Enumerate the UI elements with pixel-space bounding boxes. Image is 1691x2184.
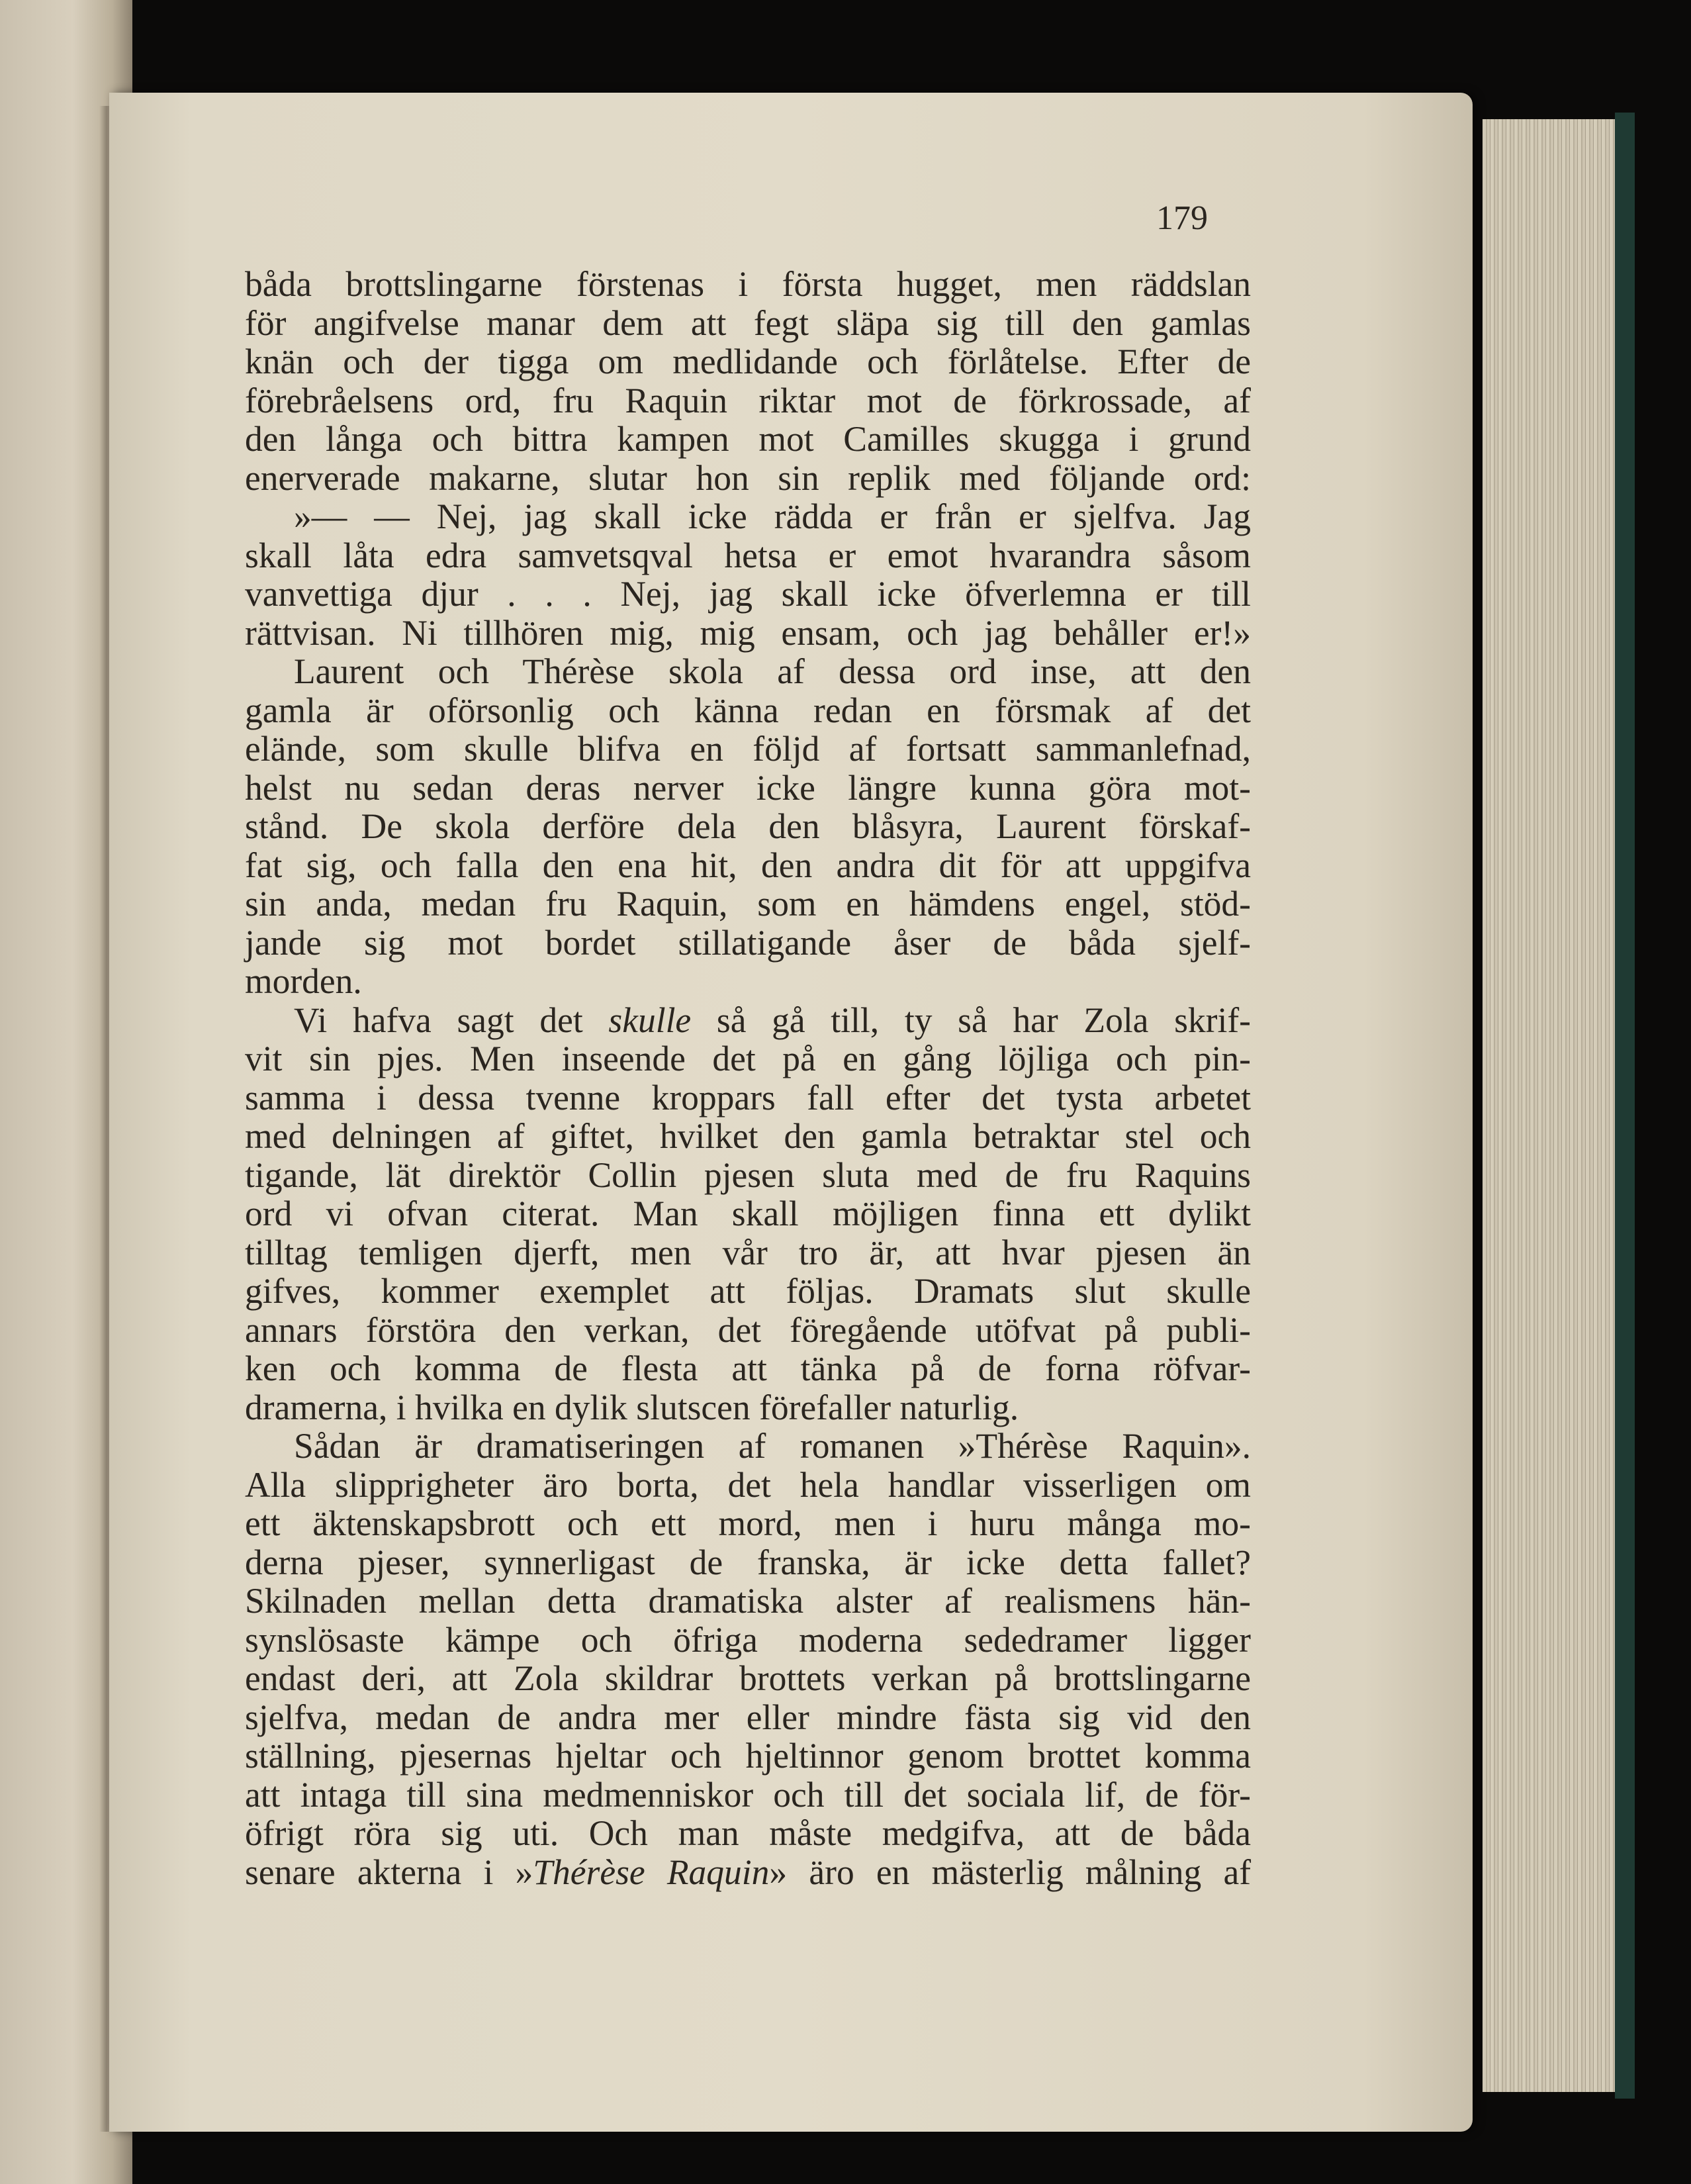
text-line: stånd. De skola derföre dela den blåsyra, Laurent förskaf- bbox=[245, 806, 1251, 846]
text-segment: » bbox=[769, 1852, 809, 1892]
text-line: annars förstöra den verkan, det föregående utöfvat på publi- bbox=[245, 1309, 1251, 1350]
text-line: ord vi ofvan citerat. Man skall möjligen finna ett dylikt bbox=[245, 1194, 1251, 1233]
text-line: sin anda, medan fru Raquin, som en hämdens engel, stöd- bbox=[245, 884, 1251, 924]
text-line: tigande, lät direktör Collin pjesen sluta med de fru Raquins bbox=[245, 1155, 1251, 1195]
text-line: fat sig, och falla den ena hit, den andra dit för att uppgifva bbox=[245, 845, 1251, 885]
text-line: jande sig mot bordet stillatigande åser de båda sjelf- bbox=[245, 922, 1251, 963]
text-line: gifves, kommer exemplet att följas. Dramats slut skulle bbox=[245, 1271, 1251, 1311]
text-line: knän och der tigga om medlidande och förlåtelse. Efter de bbox=[245, 342, 1251, 381]
text-line: Sådan är dramatiseringen af romanen »Thérèse Raquin». bbox=[294, 1426, 1251, 1466]
text-line: synslösaste kämpe och öfriga moderna sededramer ligger bbox=[245, 1619, 1251, 1660]
text-line: ställning, pjesernas hjeltar och hjeltinnor genom brottet komma bbox=[245, 1736, 1251, 1776]
italic-word: skulle bbox=[608, 1000, 692, 1040]
text-line: Laurent och Thérèse skola af dessa ord inse, att den bbox=[294, 651, 1251, 691]
text-line: för angifvelse manar dem att fegt släpa sig till den gamlas bbox=[245, 303, 1251, 343]
text-line: den långa och bittra kampen mot Camilles skugga i grund bbox=[245, 419, 1251, 459]
text-line: samma i dessa tvenne kroppars fall efter det tysta arbetet bbox=[245, 1077, 1251, 1117]
text-line: dramerna, i hvilka en dylik slutscen förefaller naturlig. bbox=[245, 1387, 1019, 1427]
text-line: ken och komma de flesta att tänka på de forna röfvar- bbox=[245, 1349, 1251, 1388]
text-line: skall låta edra samvetsqval hetsa er emot hvarandra såsom bbox=[245, 535, 1251, 575]
text-line: rättvisan. Ni tillhören mig, mig ensam, och jag behåller er!» bbox=[245, 612, 1251, 653]
text-line: »— — Nej, jag skall icke rädda er från er sjelfva. Jag bbox=[294, 497, 1251, 536]
text-segment: senare akterna i » bbox=[245, 1852, 533, 1892]
italic-title: Thérèse Raquin bbox=[533, 1852, 770, 1892]
text-line: morden. bbox=[245, 961, 362, 1001]
page-block-edges bbox=[1483, 119, 1635, 2092]
text-segment: så gå till, ty så har Zola skrif- bbox=[691, 1000, 1251, 1040]
text-line: att intaga till sina medmenniskor och till det sociala lif, de för- bbox=[245, 1774, 1251, 1815]
book-cover-edge bbox=[1615, 113, 1635, 2099]
text-line: ett äktenskapsbrott och ett mord, men i huru många mo- bbox=[245, 1503, 1251, 1543]
text-line: vit sin pjes. Men inseende det på en gång löjliga och pin- bbox=[245, 1039, 1251, 1078]
text-line-with-italic bbox=[245, 1001, 1251, 1040]
page-number: 179 bbox=[1156, 199, 1208, 237]
text-line: gamla är oförsonlig och känna redan en försmak af det bbox=[245, 690, 1251, 730]
text-segment: Vi hafva sagt det bbox=[294, 1000, 609, 1040]
text-line: öfrigt röra sig uti. Och man måste medgifva, att de båda bbox=[245, 1813, 1251, 1853]
text-line: Skilnaden mellan detta dramatiska alster af realismens hän- bbox=[245, 1581, 1251, 1621]
text-line: endast deri, att Zola skildrar brottets verkan på brottslingarne bbox=[245, 1658, 1251, 1698]
text-line: vanvettiga djur . . . Nej, jag skall icke öfverlemna er till bbox=[245, 574, 1251, 614]
text-line: enerverade makarne, slutar hon sin replik med följande ord: bbox=[245, 457, 1251, 498]
text-line: derna pjeser, synnerligast de franska, är icke detta fallet? bbox=[245, 1542, 1251, 1582]
text-segment: äro en mästerlig målning af bbox=[809, 1852, 1252, 1892]
text-line: båda brottslingarne förstenas i första hugget, men räddslan bbox=[245, 264, 1251, 304]
text-line: Alla slipprigheter äro borta, det hela handlar visserligen om bbox=[245, 1464, 1251, 1505]
text-line: tilltag temligen djerft, men vår tro är, att hvar pjesen än bbox=[245, 1232, 1251, 1272]
text-line: helst nu sedan deras nerver icke längre kunna göra mot- bbox=[245, 767, 1251, 808]
text-line: elände, som skulle blifva en följd af fortsatt sammanlefnad, bbox=[245, 729, 1251, 769]
text-line: med delningen af giftet, hvilket den gamla betraktar stel och bbox=[245, 1116, 1251, 1156]
text-line: sjelfva, medan de andra mer eller mindre fästa sig vid den bbox=[245, 1697, 1251, 1737]
text-line-with-italic bbox=[245, 1853, 1251, 1892]
body-text bbox=[245, 265, 1251, 1891]
text-line: förebråelsens ord, fru Raquin riktar mot de förkrossade, af bbox=[245, 380, 1251, 420]
